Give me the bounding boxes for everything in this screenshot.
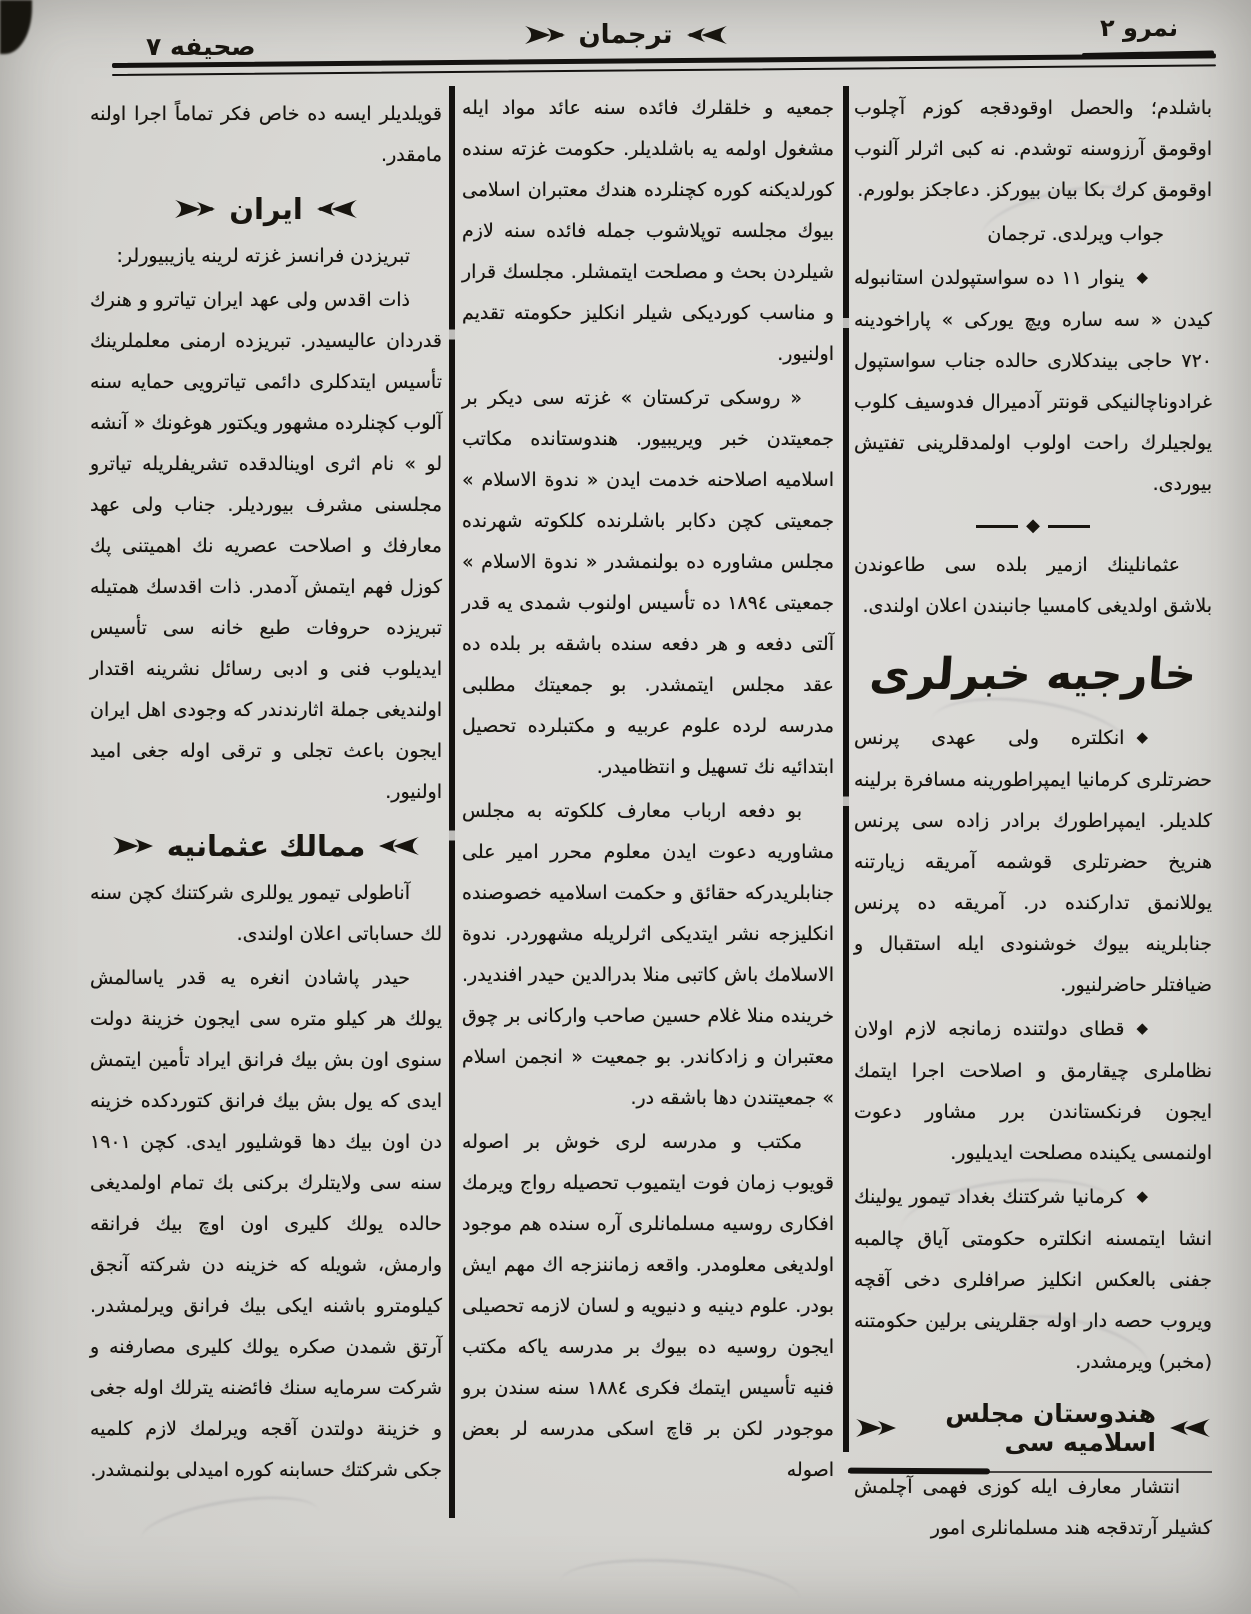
bullet-diamond-icon: ◆ xyxy=(1136,268,1148,286)
bullet-diamond-icon: ◆ xyxy=(1136,1187,1148,1205)
bullet-diamond-icon: ◆ xyxy=(1136,728,1148,746)
ink-scratch-line xyxy=(848,1471,1212,1473)
paragraph: ذات اقدس ولى عهد ايران تياترو و هنرك قدردان عاليسيدر. تبريزده ارمنى معلملرينك تأسيس ايتدكلرى دائمى تياترويى حمايه سنه آلوب كچنلرده مشهور ويكتور هوغونك « آنشه لو » نام اثرى اوينالدقده تشريفلريله تياترو مجلسنى مشرف بيورديلر. جناب ولى عهد معارفك و اصلاحت عصريه نك اهميتنى پك كوزل فهم ايتمش آدمدر. ذات اقدسك همتيله تبريزده حروفات طبع خانه سى تأسيس ايديلوب فنى و ادبى رسائل نشرينه اقتدار اولنديغى جملة اثارندندر كه وجودى اهل ايران ايجون باعث تجلى و ترقى اوله جغى اميد اولنيور. xyxy=(89,289,442,803)
masthead xyxy=(522,20,728,50)
heading-fleuron-right-icon xyxy=(1168,1418,1212,1438)
paragraph-text: قطاى دولتنده زمانجه لازم اولان نظاملرى چيقارمق و اصلاحت اجرا ايتمك ايجون فرنكستاندن برر مشاور دعوت اولنمسى يكينده مصلحت ايديليور. xyxy=(854,1018,1212,1164)
paragraph-text: انكلتره ولى عهدى پرنس حضرتلرى كرمانيا ايمپراطورينه مسافرة برلينه كلديلر. ايمپراطورك برادر زاده سى پرنس هنريخ حضرتلرى قوشمه آمريقه زيارتنه يوللانمق تداركنده در. آمريقه ده پرنس جنابلرينه بيوك خوشنودى ايله استقبال و ضيافتلر حاضرلنيور. xyxy=(854,727,1212,996)
paragraph xyxy=(854,258,1212,505)
ghost-pencil-mark xyxy=(137,1486,323,1564)
masthead-fleuron-left-icon xyxy=(522,25,566,45)
paragraph: « روسكى تركستان » غزته سى ديكر بر جمعيتدن خبر ويريبيور. هندوستانده مكاتب اسلاميه اصلاحنه خدمت ايدن « ندوة الاسلام » جمعيتى كچن دكابر باشلرنده كلكوته شهرنده مجلس مشاوره ده بولنمشدر « ندوة الاسلام » جمعيتى ١٨٩٤ ده تأسيس اولنوب شمدى يه قدر آلتى دفعه و هر دفعه سنده باشقه بر بلده ده عقد مجلس ايتمشدر. بو جمعيتك مطلبى مدرسه لرده علوم عربيه و مكتبلرده تحصيل ابتدائيه نك تسهيل و انتظاميدر. xyxy=(462,387,834,778)
paragraph-text: ينوار ١١ ده سواستپولدن استانبوله كيدن « سه ساره ويچ يوركى » پاراخودينه ٧٢٠ حاجى بيندكلارى حالده جناب سواستپول غرادوناچالنيكى قونتر آدميرال فدوسيف كلوب يولجيلرك راحت اولوب اولمدقلرينى تفتيش بيوردى. xyxy=(854,267,1212,495)
paragraph: باشلدم؛ والحصل اوقودقجه كوزم آچلوب اوقومق آرزوسنه توشدم. نه كبى اثرلر آلنوب اوقومق كرك بكا بيان بيوركز. دعاجكز بولورم. xyxy=(854,97,1212,201)
paragraph: بو دفعه ارباب معارف كلكوته به مجلس مشاوريه دعوت ايدن معلوم محرر امير على جنابلريدركه حقائق و حكمت اسلاميه خصوصنده انكليزجه نشر ايتديكى اثرلريله مشهوردر. ندوة الاسلامك باش كاتبى منلا بدرالدين حيدر افنديدر. خرينده منلا غلام حسين صاحب واركانى بر چوق معتبران و زادكاندر. بو جمعيت « انجمن اسلام » جمعيتندن دها باشقه در. xyxy=(462,800,834,1109)
paragraph: انتشار معارف ايله كوزى فهمى آچلمش كشيلر آرتدقجه هند مسلمانلرى امور xyxy=(854,1476,1212,1539)
ghost-pencil-mark xyxy=(558,1552,802,1614)
heading-fleuron-right-icon xyxy=(315,199,359,219)
paragraph: مكتب و مدرسه لرى خوش بر اصوله قويوب زمان فوت ايتميوب تحصيله رواج ويرمك افكارى روسيه مسلمانلرى آره سنده هم موجود اولديغى معلومدر. واقعه زماننزجه اك مهم ايش بودر. علوم دينيه و دنيويه و لسان لازمه تحصيلى ايجون روسيه ده بيوك بر مدرسه ياكه مكتب فنيه تأسيس ايتمك فكرى ١٨٨٤ سنه سندن برو موجودر لكن بر قاچ اسكى مدرسه لر بعض اصوله xyxy=(462,1131,834,1481)
column-middle xyxy=(462,88,834,1494)
masthead-title: ترجمان xyxy=(578,20,673,50)
bullet-diamond-icon: ◆ xyxy=(1136,1019,1148,1037)
heading-fleuron-right-icon xyxy=(377,836,421,856)
paragraph: تبريزدن فرانسز غزته لرينه يازيبيورلر: xyxy=(116,245,410,267)
heading-ottoman-domains xyxy=(90,829,442,863)
divider-diamond-icon: ◆ xyxy=(1026,515,1040,536)
divider-line xyxy=(976,525,1018,528)
editor-reply-line: جواب ويرلدى. ترجمان xyxy=(987,223,1164,245)
paragraph: قويلديلر ايسه ده خاص فكر تماماً اجرا اولنه مامقدر. xyxy=(90,103,442,166)
column-rule-right xyxy=(843,86,849,1452)
issue-number-label: نمرو ٢ xyxy=(1100,14,1178,42)
paragraph-text: كرمانيا شركتنك بغداد تيمور يولينك انشا ايتمسنه انكلتره حكومتى آياق چالمبه جفنى بالعكس انكليز صرافلرى دخى آقچه ويروب حصه دار اوله جقلرينى برلين حكومتنه (مخبر) ويرمشدر. xyxy=(854,1186,1212,1373)
page-number-label: صحيفه ٧ xyxy=(146,32,256,61)
heading-foreign-news: خارجيه خبرلرى xyxy=(867,649,1199,700)
heading-text: ايران xyxy=(229,192,303,226)
heading-text: هندوستان مجلس اسلاميه سى xyxy=(945,1399,1156,1457)
paragraph: حيدر پاشادن انغره يه قدر ياسالمش يولك هر كيلو متره سى ايجون خزينة دولت سنوى اون بش بيك فرانق ايراد تأمين ايتمش ايدى كه يول بش بيك فرانق كتوردكده خزينه دن اون بيك دها قوشليور ايدى. كچن ١٩٠١ سنه سى ولايتلرك بركنى بك تمام اولمديغى حالده يولك كليرى اون اوچ بيك فرانقه وارمش، شويله كه خزينه دن شركته آنجق كيلومترو باشنه ايكى بيك فرانق ويرلمشدر. آرتق شمدن صكره يولك كليرى مصارفنه و شركت سرمايه سنك فائضنه يترلك اوله جغى و خزينة دولتدن آقجه ويرلمك لازم كلميه جكى شركتك حسابنه كوره اميدلى بولنمشدر. xyxy=(90,967,442,1481)
section-divider xyxy=(854,517,1212,535)
heading-india-islamic-council xyxy=(854,1399,1212,1457)
heading-fleuron-left-icon xyxy=(173,199,217,219)
heading-iran xyxy=(90,192,442,226)
heading-text: ممالك عثمانيه xyxy=(166,829,366,863)
heading-fleuron-left-icon xyxy=(854,1418,898,1438)
ink-stain xyxy=(0,0,32,54)
paragraph: عثمانلينك ازمير بلده سى طاعوندن بلاشق اولديغى كامسيا جانبندن اعلان اولندى. xyxy=(854,554,1212,617)
paragraph: جمعيه و خلقلرك فائده سنه عائد مواد ايله مشغول اولمه يه باشلديلر. حكومت غزته سنده كورلديكنه كوره كچنلرده هندك معتبران اسلامى بيوك مجلسه توپلاشوب جمله فائده سنه لازم شيلردن بحث و مصلحت ايتمشلر. مجلسك قرار و مناسب كورديكى شيلر انكليز حكومته تقديم اولنيور. xyxy=(462,97,834,365)
masthead-fleuron-right-icon xyxy=(685,25,729,45)
divider-line xyxy=(1048,525,1090,528)
column-left xyxy=(90,94,442,1494)
paragraph xyxy=(854,1009,1212,1174)
heading-fleuron-left-icon xyxy=(111,836,155,856)
paragraph: آناطولى تيمور يوللرى شركتنك كچن سنه لك حساباتى اعلان اولندى. xyxy=(90,882,442,945)
column-rule-left xyxy=(449,86,455,1518)
